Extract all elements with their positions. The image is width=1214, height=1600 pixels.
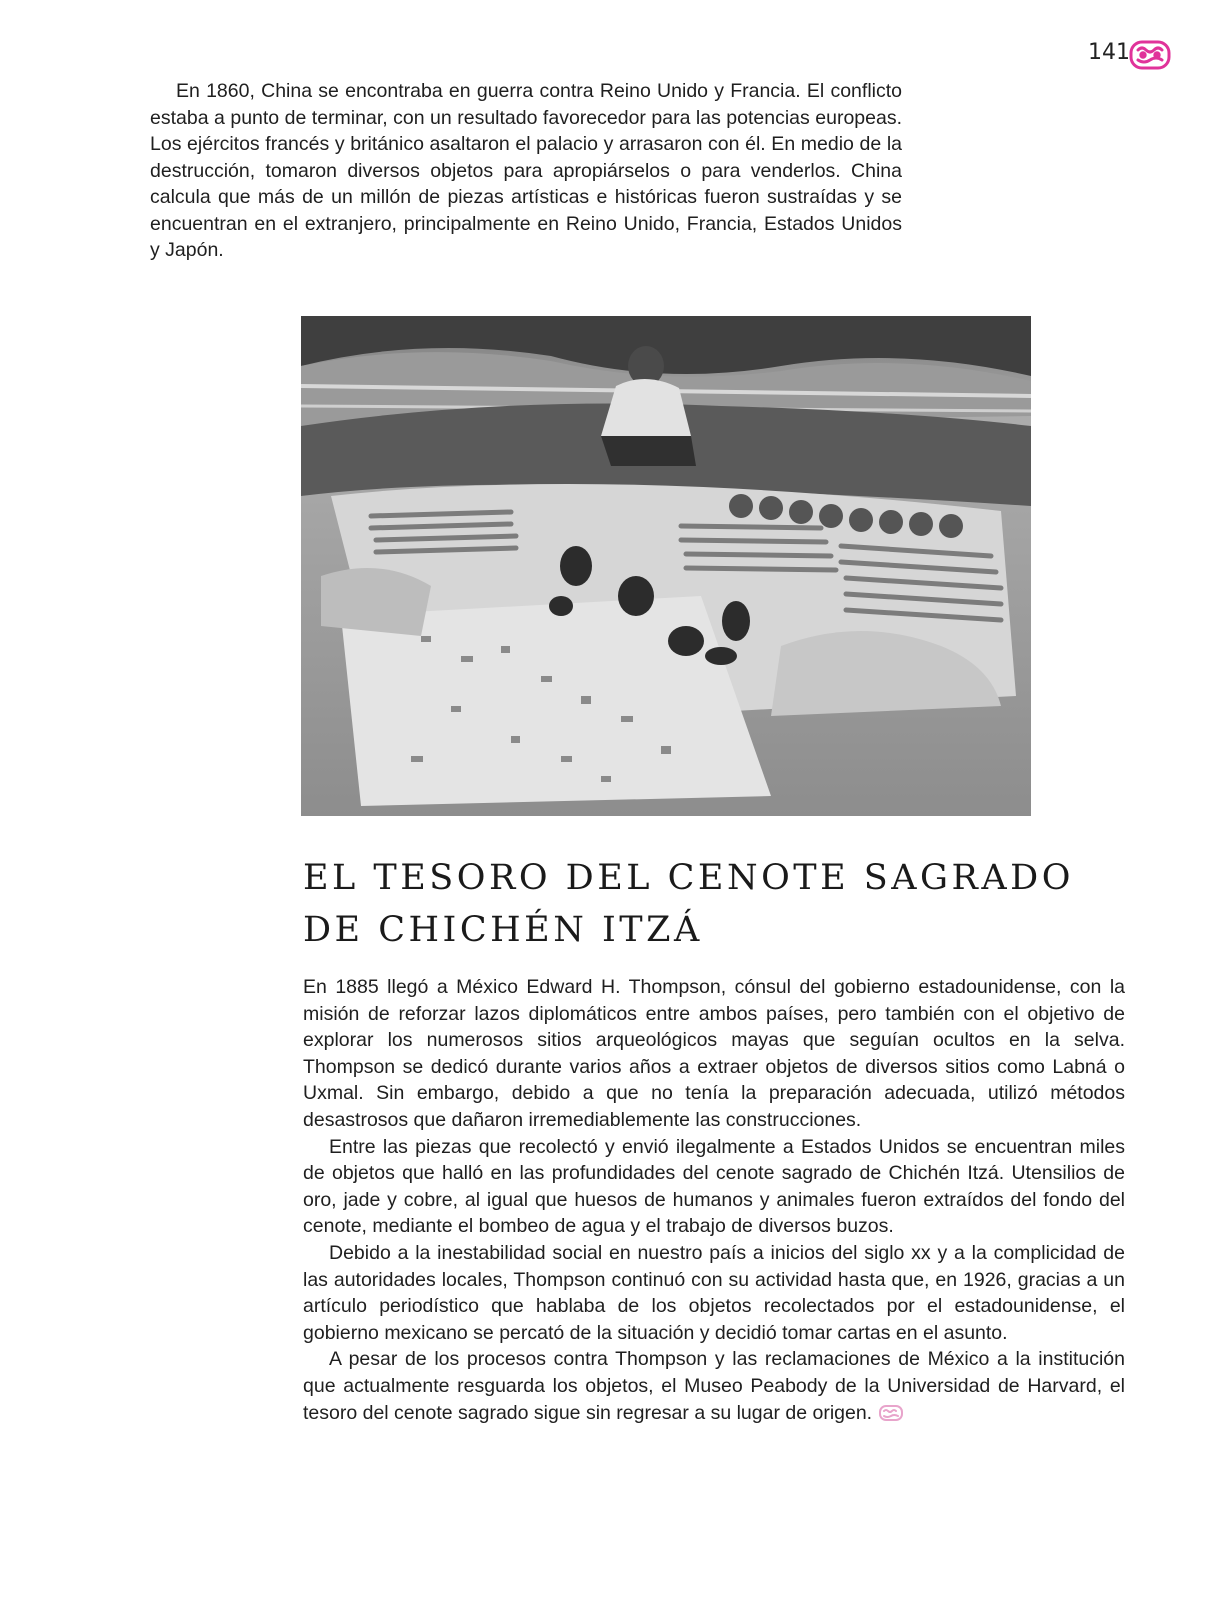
archaeological-finds-photo xyxy=(301,316,1031,816)
body-paragraph-text: A pesar de los procesos contra Thompson y las reclamaciones de México a la institución que actualmente resguarda los objetos, el Museo Peabody de la Universidad de Harvard, el tesoro del cenote sagrado sigue sin regresar a su lugar de origen. xyxy=(303,1348,1125,1424)
body-paragraph: En 1885 llegó a México Edward H. Thompson, cónsul del gobierno estadounidense, con la misión de reforzar lazos diplomáticos entre ambos países, pero también con el objetivo de explorar los numerosos sitios arqueológicos mayas que seguían ocultos en la selva. Thompson se dedicó durante varios años a extraer objetos de diversos sitios como Labná o Uxmal. Sin embargo, debido a que no tenía la preparación adecuada, utilizó métodos desastrosos que dañaron irremediablemente las construcciones. xyxy=(303,976,1125,1131)
page-number: 141 xyxy=(1088,40,1130,65)
section-body xyxy=(303,974,1125,1426)
maya-glyph-icon xyxy=(1128,38,1172,72)
body-paragraph-last xyxy=(303,1346,1125,1426)
body-paragraph: Debido a la inestabilidad social en nuestro país a inicios del siglo xx y a la complicidad de las autoridades locales, Thompson continuó con su actividad hasta que, en 1926, gracias a un artículo periodístico que hablaba de los objetos recolectados por el estadounidense, el gobierno mexicano se percató de la situación y decidió tomar cartas en el asunto. xyxy=(303,1241,1125,1344)
end-glyph-icon xyxy=(878,1404,904,1422)
section-title: EL TESORO DEL CENOTE SAGRADO DE CHICHÉN ITZÁ xyxy=(303,858,1074,950)
body-paragraph: Entre las piezas que recolectó y envió ilegalmente a Estados Unidos se encuentran miles de objetos que halló en las profundidades del cenote sagrado de Chichén Itzá. Utensilios de oro, jade y cobre, al igual que huesos de humanos y animales fueron extraídos del fondo del cenote, mediante el bombeo de agua y el trabajo de diversos buzos. xyxy=(303,1135,1125,1238)
intro-paragraph: En 1860, China se encontraba en guerra contra Reino Unido y Francia. El conflicto estaba a punto de terminar, con un resultado favorecedor para las potencias europeas. Los ejércitos francés y británico asaltaron el palacio y arrasaron con él. En medio de la destrucción, tomaron diversos objetos para apropiárselos o para venderlos. China calcula que más de un millón de piezas artísticas e históricas fueron sustraídas y se encuentran en el extranjero, principalmente en Reino Unido, Francia, Estados Unidos y Japón. xyxy=(150,80,902,261)
